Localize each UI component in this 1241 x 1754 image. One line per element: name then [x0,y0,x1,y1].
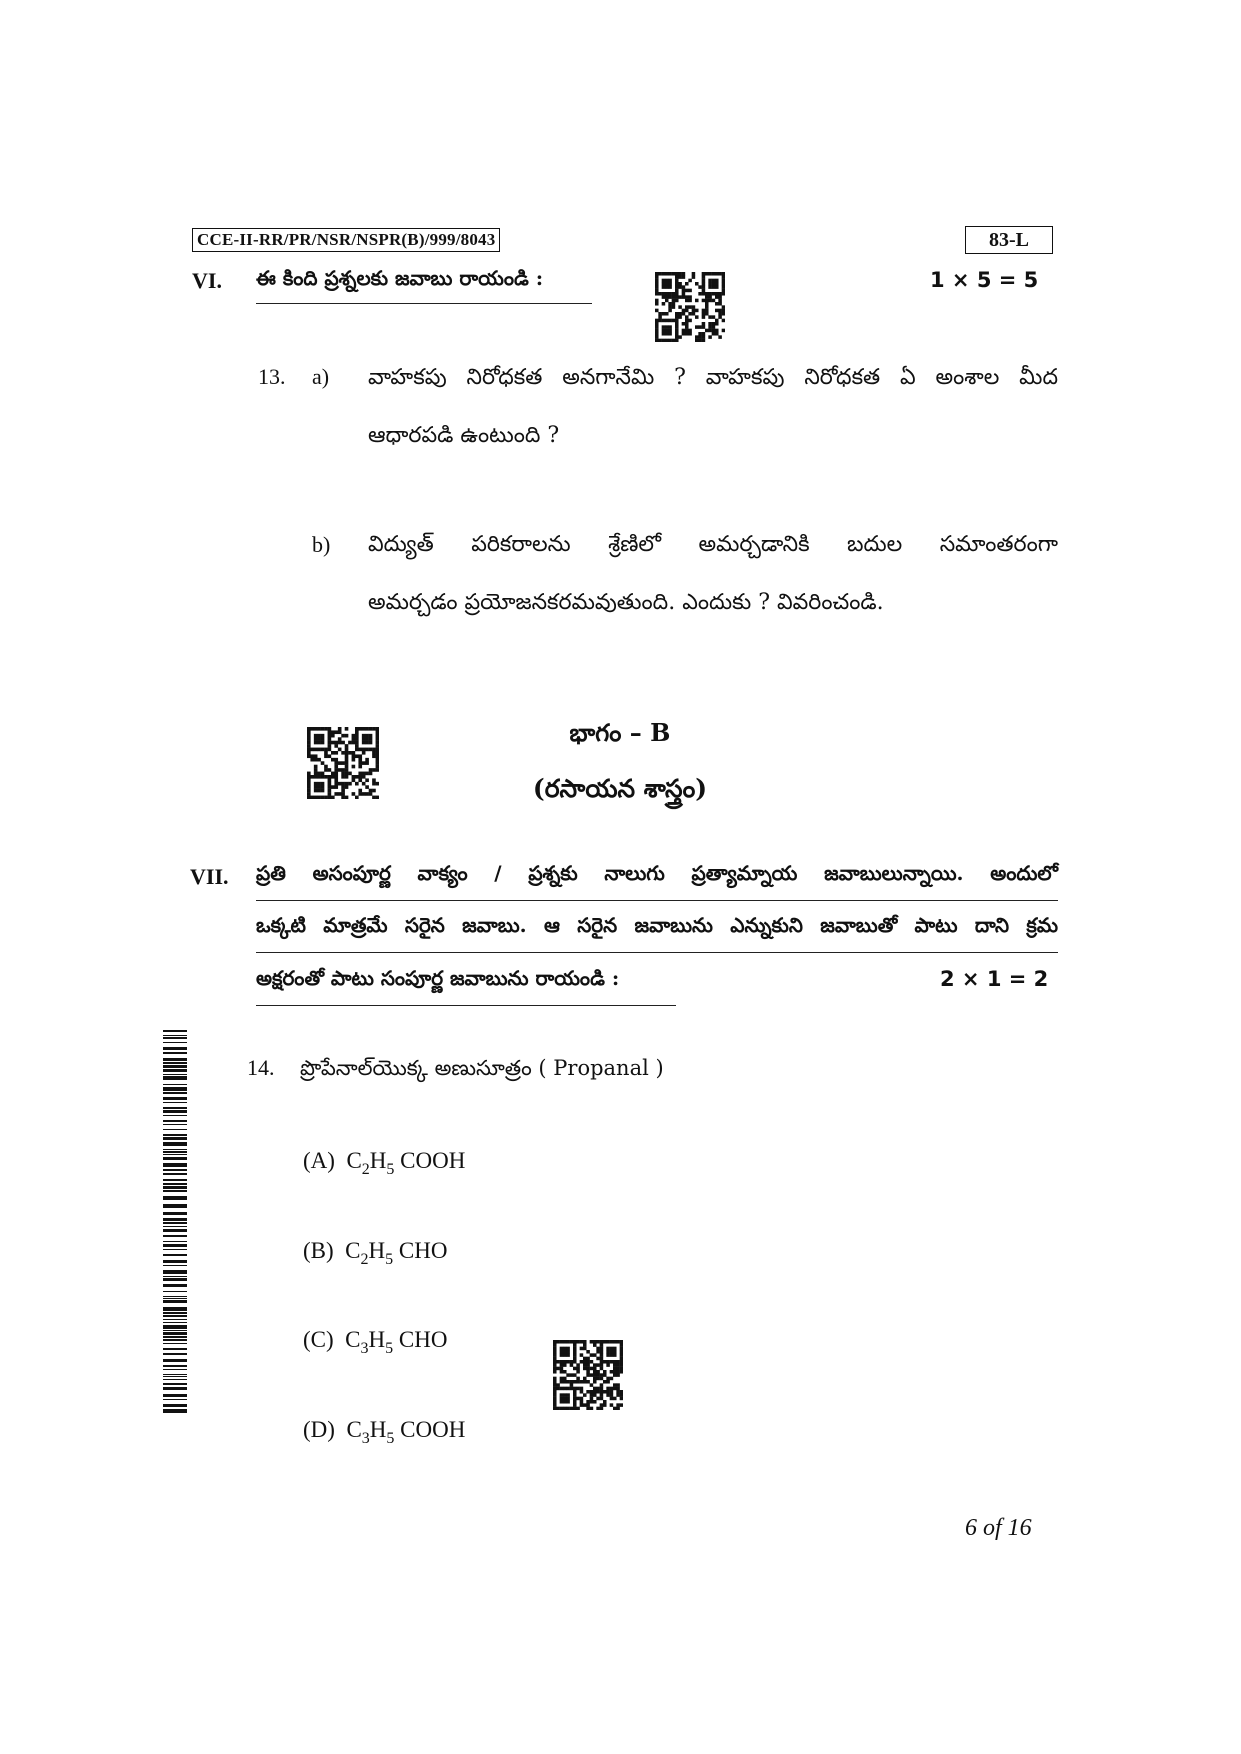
formula-element: C [345,1238,361,1263]
qr-code-icon [307,727,379,799]
formula-element: H [368,1238,386,1263]
question-13-number: 13. [258,364,286,389]
question-13b-line-1: విద్యుత్ పరికరాలను శ్రేణిలో అమర్చడానికి బదుల సమాంతరంగా [368,532,1058,557]
part-b-title: భాగం – B [569,718,671,747]
formula-group: COOH [400,1148,466,1173]
formula-element: H [369,1417,387,1442]
section-vi-marks: 1 × 5 = 5 [930,268,1039,292]
option-a [303,1148,465,1179]
section-vii-number: VII. [190,864,229,889]
option-c [303,1327,447,1358]
formula-subscript: 2 [360,1251,369,1268]
option-d [303,1417,465,1448]
formula-subscript: 5 [385,1340,394,1357]
formula-subscript: 5 [385,1251,394,1268]
option-b [303,1238,447,1269]
section-vii-instruction-line-3: అక్షరంతో పాటు సంపూర్ణ జవాబును రాయండి : [256,966,676,1006]
formula-subscript: 2 [361,1161,370,1178]
paper-code: 83-L [965,226,1053,254]
formula-subscript: 3 [360,1340,369,1357]
qr-code-icon [553,1340,623,1410]
option-label: (D) [303,1417,335,1442]
formula-element: H [369,1148,387,1173]
question-13a-label: a) [312,364,330,389]
part-b-subtitle: (రసాయన శాస్త్రం) [532,774,708,803]
formula-subscript: 3 [361,1430,370,1447]
formula-group: COOH [400,1417,466,1442]
formula-element: H [368,1327,386,1352]
question-13a-line-2: ఆధారపడి ఉంటుంది ? [368,423,560,448]
qr-code-icon [655,272,725,342]
section-vii-marks: 2 × 1 = 2 [940,967,1049,991]
question-14-text: ప్రొపేనాల్‌యొక్క అణుసూత్రం ( Propanal ) [300,1056,664,1080]
question-14-number: 14. [247,1055,275,1080]
page-number: 6 of 16 [965,1515,1032,1541]
formula-subscript: 5 [386,1161,395,1178]
formula-group: CHO [398,1238,448,1263]
exam-code: CCE-II-RR/PR/NSR/NSPR(B)/999/8043 [192,228,500,252]
section-vii-instruction-line-2: ఒక్కటి మాత్రమే సరైన జవాబు. ఆ సరైన జవాబును ఎన్నుకుని జవాబుతో పాటు దాని క్రమ [256,913,1058,953]
section-vi-instruction: ఈ కింది ప్రశ్నలకు జవాబు రాయండి : [256,266,592,304]
option-label: (A) [303,1148,335,1173]
formula-element: C [346,1417,362,1442]
option-label: (B) [303,1238,334,1263]
question-13b-line-2: అమర్చడం ప్రయోజనకరమవుతుంది. ఎందుకు ? వివరించండి. [368,590,884,615]
formula-subscript: 5 [386,1430,395,1447]
question-13a-line-1: వాహకపు నిరోధకత అనగానేమి ? వాహకపు నిరోధకత ఏ అంశాల మీద [368,365,1058,390]
barcode-icon [163,1030,187,1416]
formula-group: CHO [398,1327,448,1352]
formula-element: C [345,1327,361,1352]
section-vii-instruction-line-1: ప్రతి అసంపూర్ణ వాక్యం / ప్రశ్నకు నాలుగు ప్రత్యామ్నాయ జవాబులున్నాయి. అందులో [256,861,1058,901]
section-vi-number: VI. [192,268,222,293]
formula-element: C [346,1148,362,1173]
option-label: (C) [303,1327,334,1352]
question-13b-label: b) [312,532,331,557]
